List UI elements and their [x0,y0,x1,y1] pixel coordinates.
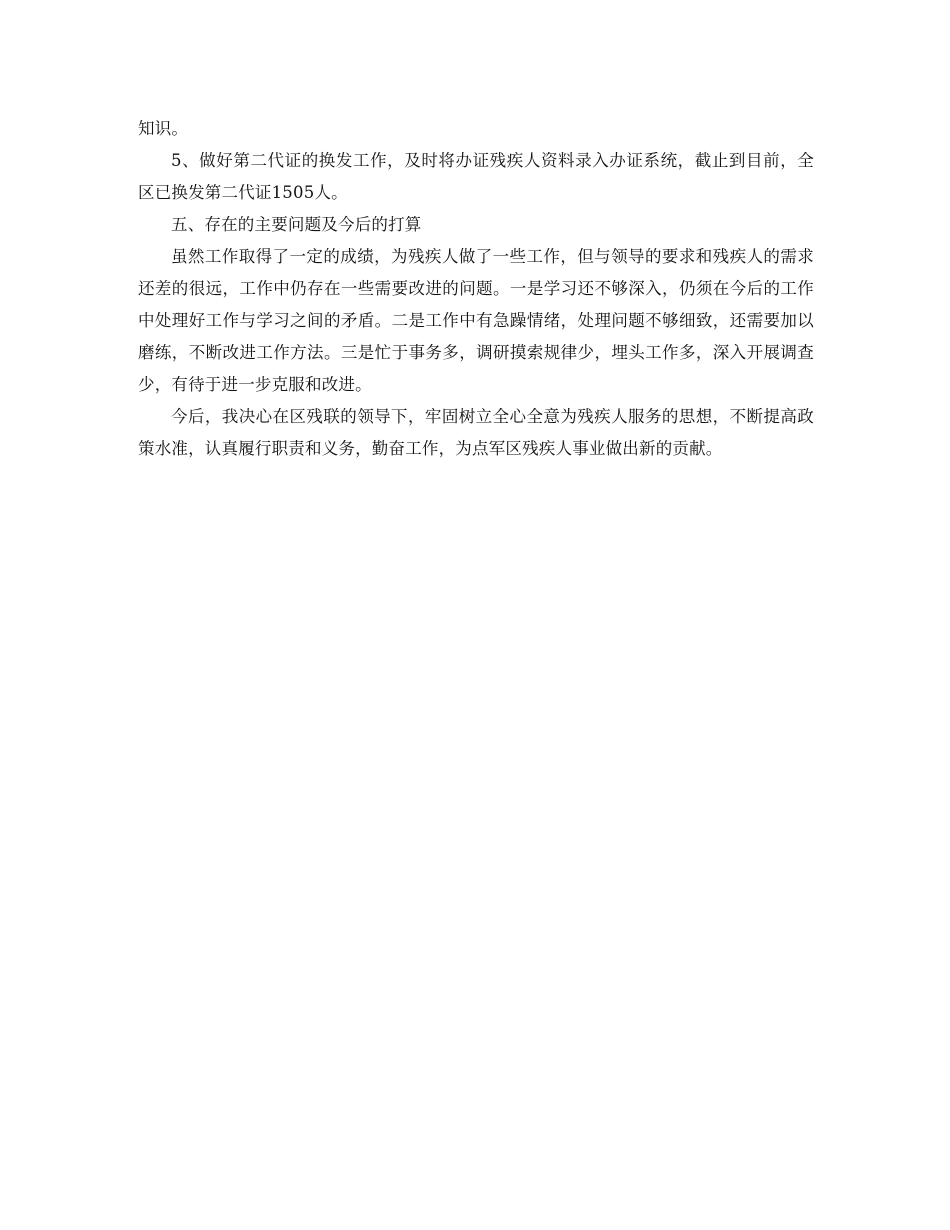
document-body [138,113,814,465]
section-heading-5: 五、存在的主要问题及今后的打算 [171,215,422,234]
paragraph-continuation: 知识。 [138,119,189,138]
paragraph-future-plans: 今后，我决心在区残联的领导下，牢固树立全心全意为残疾人服务的思想，不断提高政策水准，认真履行职责和义务，勤奋工作，为点军区残疾人事业做出新的贡献。 [138,407,814,458]
paragraph-problems: 虽然工作取得了一定的成绩，为残疾人做了一些工作，但与领导的要求和残疾人的需求还差的很远，工作中仍存在一些需要改进的问题。一是学习还不够深入，仍须在今后的工作中处理好工作与学习之间的矛盾。二是工作中有急躁情绪，处理问题不够细致，还需要加以磨练，不断改进工作方法。三是忙于事务多，调研摸索规律少，埋头工作多，深入开展调查少，有待于进一步克服和改进。 [138,247,814,394]
paragraph-item-5: 5、做好第二代证的换发工作，及时将办证残疾人资料录入办证系统，截止到目前，全区已换发第二代证1505人。 [138,151,814,202]
